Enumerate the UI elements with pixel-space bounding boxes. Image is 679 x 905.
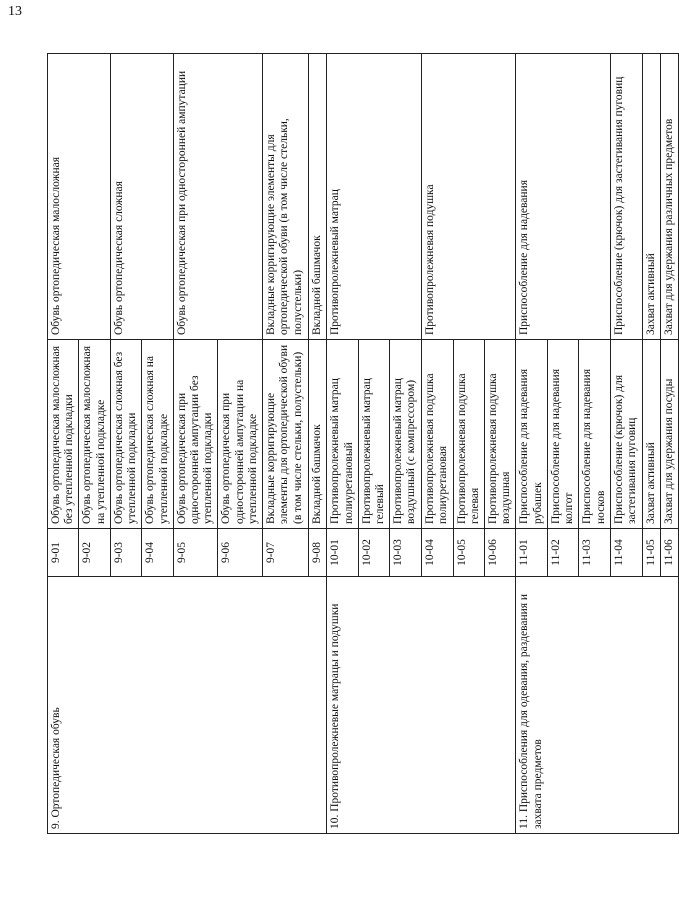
group-title-cell: 9. Ортопедическая обувь <box>48 577 327 834</box>
rotated-sheet <box>47 54 675 834</box>
row-name: Захват активный <box>642 340 660 529</box>
row-code: 10-05 <box>453 529 484 577</box>
row-code: 10-01 <box>327 529 358 577</box>
row-name: Обувь ортопедическая малосложная на утепленной подкладке <box>79 340 110 529</box>
row-name: Обувь ортопедическая малосложная без утепленной подкладки <box>48 340 79 529</box>
row-name: Захват для удержания посуды <box>661 340 679 529</box>
row-code: 10-04 <box>422 529 453 577</box>
row-name: Вкладной башмачок <box>309 340 327 529</box>
row-name: Обувь ортопедическая при односторонней ампутации без утепленной подкладки <box>173 340 218 529</box>
row-name: Обувь ортопедическая сложная на утепленной подкладке <box>142 340 173 529</box>
row-name: Противопролежневый матрац воздушный (с компрессором) <box>390 340 422 529</box>
row-code: 11-04 <box>610 529 642 577</box>
group-title-cell: 11. Приспособления для одевания, раздевания и захвата предметов <box>516 577 679 834</box>
classification-table <box>47 53 679 834</box>
row-code: 10-06 <box>485 529 516 577</box>
row-name: Противопролежневая подушка гелевая <box>453 340 484 529</box>
row-kind: Противопролежневая подушка <box>422 54 516 340</box>
row-name: Противопролежневая подушка воздушная <box>485 340 516 529</box>
row-kind: Противопролежневый матрац <box>327 54 422 340</box>
row-code: 9-02 <box>79 529 110 577</box>
row-kind: Обувь ортопедическая малосложная <box>48 54 111 340</box>
row-name: Обувь ортопедическая при односторонней ампутации на утепленной подкладке <box>218 340 263 529</box>
row-code: 9-05 <box>173 529 218 577</box>
row-kind: Захват активный <box>642 54 660 340</box>
row-code: 10-02 <box>358 529 389 577</box>
row-name: Вкладные корригирующие элементы для ортопедической обуви (в том числе стельки, полустельки) <box>263 340 309 529</box>
row-name: Противопролежневая подушка полиуретановая <box>422 340 453 529</box>
row-name: Противопролежневый матрац гелевый <box>358 340 389 529</box>
row-code: 9-01 <box>48 529 79 577</box>
row-kind: Вкладной башмачок <box>309 54 327 340</box>
row-name: Приспособление (крючок) для застегивания пуговиц <box>610 340 642 529</box>
row-kind: Приспособление для надевания <box>516 54 610 340</box>
row-kind: Обувь ортопедическая сложная <box>110 54 173 340</box>
row-code: 11-03 <box>579 529 610 577</box>
table-wrapper <box>47 54 675 834</box>
table-row <box>516 54 547 834</box>
row-code: 9-03 <box>110 529 141 577</box>
row-name: Противопролежневый матрац полиуретановый <box>327 340 358 529</box>
row-name: Приспособление для надевания колгот <box>547 340 578 529</box>
table-row <box>327 54 358 834</box>
table-row <box>48 54 79 834</box>
row-kind: Обувь ортопедическая при односторонней ампутации <box>173 54 262 340</box>
row-code: 11-02 <box>547 529 578 577</box>
row-code: 10-03 <box>390 529 422 577</box>
row-code: 11-05 <box>642 529 660 577</box>
page-number: 13 <box>8 4 22 19</box>
row-code: 9-06 <box>218 529 263 577</box>
row-name: Обувь ортопедическая сложная без утепленной подкладки <box>110 340 141 529</box>
row-name: Приспособление для надевания рубашек <box>516 340 547 529</box>
row-code: 11-06 <box>661 529 679 577</box>
row-code: 9-07 <box>263 529 309 577</box>
row-code: 9-04 <box>142 529 173 577</box>
row-name: Приспособление для надевания носков <box>579 340 610 529</box>
row-kind: Вкладные корригирующие элементы для ортопедической обуви (в том числе стельки, полустельки) <box>263 54 309 340</box>
row-kind: Захват для удержания различных предметов <box>661 54 679 340</box>
row-code: 9-08 <box>309 529 327 577</box>
row-code: 11-01 <box>516 529 547 577</box>
group-title-cell: 10. Противопролежневые матрацы и подушки <box>327 577 516 834</box>
row-kind: Приспособление (крючок) для застегивания пуговиц <box>610 54 642 340</box>
